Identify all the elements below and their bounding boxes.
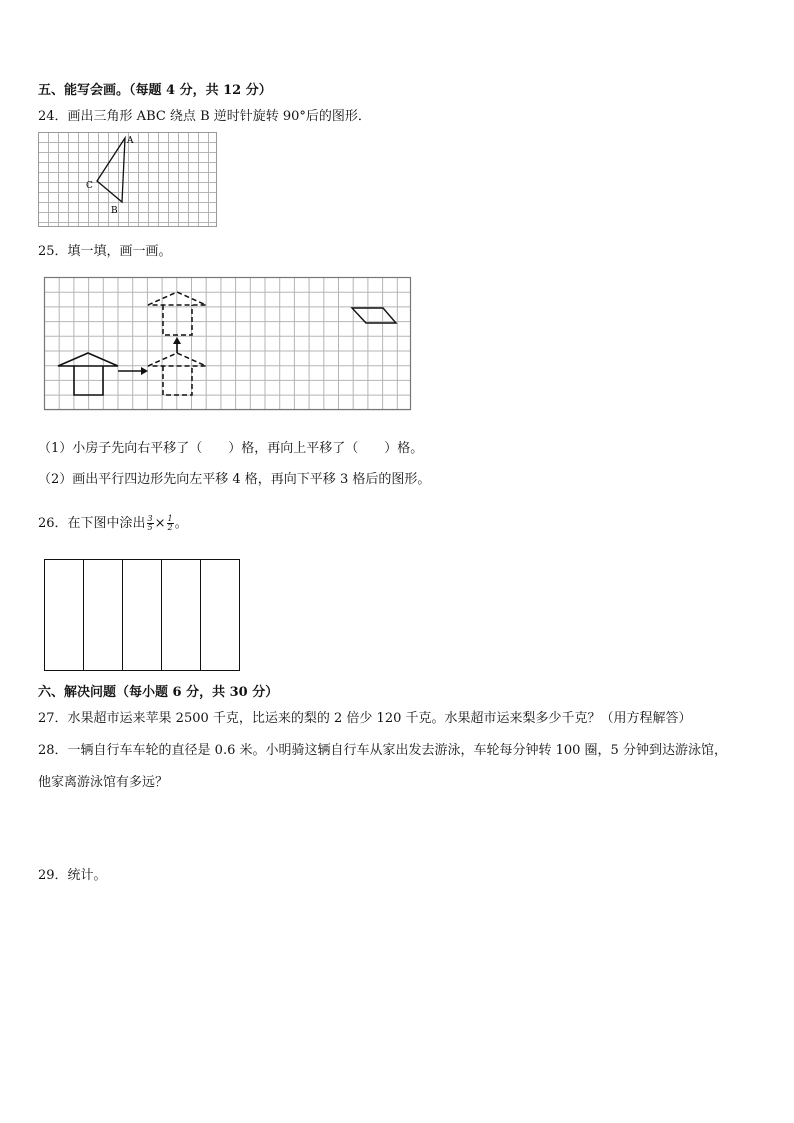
q26-rectangle-figure (44, 559, 241, 672)
label-c: C (86, 181, 93, 191)
question-26-suffix: 。 (174, 516, 188, 531)
label-b: B (111, 206, 118, 216)
question-28-line-2: 他家离游泳馆有多远？ (38, 775, 169, 790)
parallelogram (352, 308, 396, 323)
question-25-sub-2: （2）画出平行四边形先向左平移 4 格，再向下平移 3 格后的图形。 (38, 472, 431, 487)
question-28-line-1: 28．一辆自行车车轮的直径是 0.6 米。小明骑这辆自行车从家出发去游泳，车轮每分钟转 100 圈，5 分钟到达游泳馆， (38, 743, 727, 758)
question-25-text: 25．填一填，画一画。 (38, 244, 172, 259)
q25-grid-figure (44, 277, 412, 411)
question-26-text (38, 512, 188, 532)
fraction-three-fifths: $\frac{3}{5}$ (147, 514, 153, 532)
question-29-text: 29．统计。 (38, 868, 107, 883)
question-25-sub-1: （1）小房子先向右平移了（ ）格，再向上平移了（ ）格。 (38, 441, 424, 456)
fraction-one-half: $\frac{1}{2}$ (167, 514, 173, 532)
question-26-prefix: 26．在下图中涂出 (38, 516, 146, 531)
times-sign: × (154, 516, 166, 531)
section-6-title: 六、解决问题（每小题 6 分，共 30 分） (38, 685, 279, 700)
q24-grid-figure (38, 132, 218, 228)
section-5-title: 五、能写会画。（每题 4 分，共 12 分） (38, 83, 272, 98)
question-27-text: 27．水果超市运来苹果 2500 千克，比运来的梨的 2 倍少 120 千克。水果超市运来梨多少千克？（用方程解答） (38, 711, 692, 726)
question-24-text: 24．画出三角形 ABC 绕点 B 逆时针旋转 90°后的图形． (38, 109, 371, 124)
label-a: A (127, 136, 134, 146)
solid-house (58, 353, 118, 395)
